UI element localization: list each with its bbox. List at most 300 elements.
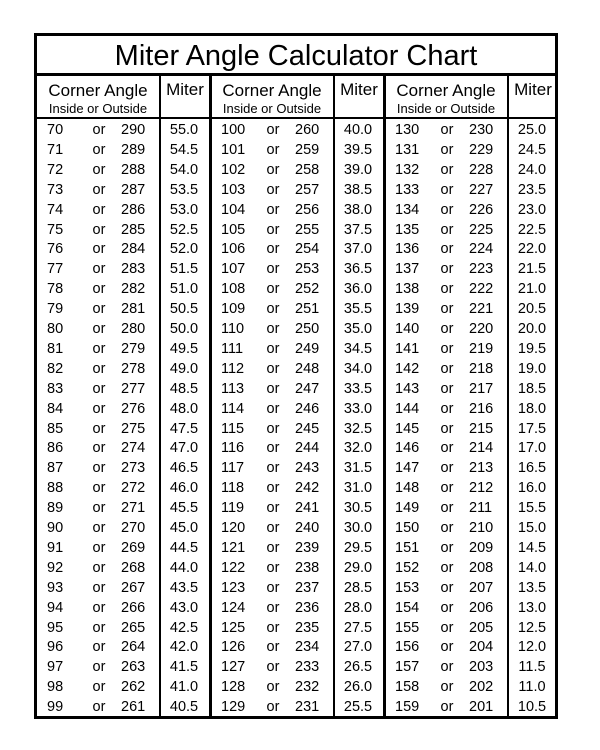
inside-angle: 147 <box>395 460 420 477</box>
outside-angle: 252 <box>295 281 320 298</box>
miter-value: 54.0 <box>169 161 199 178</box>
miter-value: 44.5 <box>169 539 199 556</box>
miter-value: 49.5 <box>169 340 199 357</box>
miter-value: 28.0 <box>343 599 373 616</box>
inside-angle: 76 <box>47 241 64 258</box>
or-word: or <box>266 301 280 318</box>
outside-angle: 202 <box>469 679 494 696</box>
or-word: or <box>92 360 106 377</box>
miter-value: 41.0 <box>169 679 199 696</box>
miter-value: 27.5 <box>343 619 373 636</box>
inside-outside-label: Inside or Outside <box>48 101 148 116</box>
or-word: or <box>92 539 106 556</box>
or-word: or <box>92 480 106 497</box>
header-divider <box>37 117 555 119</box>
outside-angle: 264 <box>121 639 146 656</box>
or-word: or <box>92 181 106 198</box>
outside-angle: 254 <box>295 241 320 258</box>
inside-angle: 104 <box>221 201 246 218</box>
miter-value: 55.0 <box>169 122 199 138</box>
miter-value: 14.5 <box>517 539 547 556</box>
outside-angle: 208 <box>469 559 494 576</box>
miter-value: 37.5 <box>343 221 373 238</box>
outside-angle: 265 <box>121 619 146 636</box>
miter-value: 35.0 <box>343 321 373 337</box>
outside-angle: 246 <box>295 400 320 417</box>
outside-angle: 214 <box>469 440 494 457</box>
inside-angle: 83 <box>47 380 64 397</box>
inside-angle: 98 <box>47 679 64 696</box>
or-word: or <box>440 579 454 596</box>
inside-angle: 130 <box>395 122 420 138</box>
inside-angle: 141 <box>395 340 420 357</box>
miter-value: 15.0 <box>517 520 547 536</box>
miter-value: 36.0 <box>343 281 373 298</box>
inside-angle: 114 <box>221 400 245 417</box>
miter-value: 17.5 <box>517 420 547 437</box>
inside-angle: 89 <box>47 500 64 517</box>
outside-angle: 278 <box>121 360 146 377</box>
inside-angle: 150 <box>395 520 420 536</box>
miter-value: 29.5 <box>343 539 373 556</box>
or-word: or <box>440 301 454 318</box>
miter-value: 48.5 <box>169 380 199 397</box>
miter-chart <box>34 33 558 719</box>
miter-value: 52.0 <box>169 241 199 258</box>
outside-angle: 211 <box>469 500 493 517</box>
miter-value: 34.5 <box>343 340 373 357</box>
miter-value: 38.0 <box>343 201 373 218</box>
or-word: or <box>440 340 454 357</box>
inside-angle: 151 <box>395 539 420 556</box>
miter-header: Miter <box>514 80 552 99</box>
outside-angle: 267 <box>121 579 146 596</box>
or-word: or <box>440 520 454 536</box>
miter-value: 21.0 <box>517 281 547 298</box>
inside-angle: 123 <box>221 579 246 596</box>
miter-value: 13.0 <box>517 599 547 616</box>
outside-angle: 215 <box>469 420 494 437</box>
or-word: or <box>440 360 454 377</box>
or-word: or <box>92 520 106 536</box>
corner-angle-label: Corner Angle <box>396 81 496 100</box>
outside-angle: 275 <box>121 420 146 437</box>
or-word: or <box>440 420 454 437</box>
inside-angle: 115 <box>221 420 245 437</box>
outside-angle: 250 <box>295 321 320 337</box>
or-word: or <box>266 241 280 258</box>
outside-angle: 206 <box>469 599 494 616</box>
outside-angle: 245 <box>295 420 320 437</box>
miter-value: 32.5 <box>343 420 373 437</box>
outside-angle: 207 <box>469 579 494 596</box>
outside-angle: 234 <box>295 639 320 656</box>
miter-value: 36.5 <box>343 261 373 278</box>
outside-angle: 283 <box>121 261 146 278</box>
outside-angle: 218 <box>469 360 494 377</box>
inside-angle: 74 <box>47 201 64 218</box>
inside-angle: 79 <box>47 301 64 318</box>
outside-angle: 253 <box>295 261 320 278</box>
outside-angle: 289 <box>121 141 146 158</box>
miter-value: 18.0 <box>517 400 547 417</box>
or-word: or <box>92 679 106 696</box>
or-word: or <box>92 420 106 437</box>
inside-angle: 118 <box>221 480 245 497</box>
inside-angle: 111 <box>221 340 244 357</box>
or-word: or <box>266 122 280 138</box>
inside-angle: 137 <box>395 261 420 278</box>
outside-angle: 223 <box>469 261 494 278</box>
inside-angle: 82 <box>47 360 64 377</box>
outside-angle: 282 <box>121 281 146 298</box>
inside-angle: 120 <box>221 520 246 536</box>
outside-angle: 203 <box>469 659 494 676</box>
inside-angle: 148 <box>395 480 420 497</box>
miter-value: 24.0 <box>517 161 547 178</box>
or-word: or <box>266 340 280 357</box>
miter-value: 51.0 <box>169 281 199 298</box>
outside-angle: 273 <box>121 460 146 477</box>
miter-value: 32.0 <box>343 440 373 457</box>
miter-value: 27.0 <box>343 639 373 656</box>
inside-angle: 131 <box>395 141 420 158</box>
outside-angle: 244 <box>295 440 320 457</box>
or-word: or <box>440 400 454 417</box>
inside-angle: 133 <box>395 181 420 198</box>
or-word: or <box>266 599 280 616</box>
miter-value: 26.0 <box>343 679 373 696</box>
outside-angle: 272 <box>121 480 146 497</box>
miter-value: 53.0 <box>169 201 199 218</box>
column-divider <box>209 76 212 716</box>
or-word: or <box>440 679 454 696</box>
or-word: or <box>92 400 106 417</box>
inside-angle: 75 <box>47 221 64 238</box>
or-word: or <box>440 261 454 278</box>
inside-angle: 71 <box>47 141 64 158</box>
or-word: or <box>440 221 454 238</box>
miter-value: 10.5 <box>517 699 547 716</box>
or-word: or <box>266 679 280 696</box>
outside-angle: 222 <box>469 281 494 298</box>
miter-value: 20.5 <box>517 301 547 318</box>
or-word: or <box>266 699 280 716</box>
miter-value: 28.5 <box>343 579 373 596</box>
inside-angle: 70 <box>47 122 64 138</box>
miter-value: 25.5 <box>343 699 373 716</box>
or-word: or <box>92 241 106 258</box>
miter-value: 45.5 <box>169 500 199 517</box>
outside-angle: 235 <box>295 619 320 636</box>
miter-value: 19.5 <box>517 340 547 357</box>
outside-angle: 204 <box>469 639 494 656</box>
or-word: or <box>440 699 454 716</box>
or-word: or <box>92 639 106 656</box>
or-word: or <box>266 161 280 178</box>
or-word: or <box>92 201 106 218</box>
miter-value: 33.0 <box>343 400 373 417</box>
or-word: or <box>440 181 454 198</box>
inside-angle: 105 <box>221 221 246 238</box>
miter-value: 11.5 <box>518 659 546 676</box>
inside-angle: 153 <box>395 579 420 596</box>
inside-angle: 81 <box>47 340 64 357</box>
inside-angle: 127 <box>221 659 246 676</box>
or-word: or <box>92 340 106 357</box>
miter-value: 47.0 <box>169 440 199 457</box>
outside-angle: 266 <box>121 599 146 616</box>
corner-angle-header <box>385 77 507 117</box>
miter-value: 18.5 <box>517 380 547 397</box>
inside-angle: 91 <box>47 539 64 556</box>
outside-angle: 239 <box>295 539 320 556</box>
outside-angle: 232 <box>295 679 320 696</box>
outside-angle: 210 <box>469 520 494 536</box>
outside-angle: 241 <box>295 500 320 517</box>
or-word: or <box>440 161 454 178</box>
inside-angle: 88 <box>47 480 64 497</box>
inside-angle: 107 <box>221 261 246 278</box>
or-word: or <box>266 181 280 198</box>
inside-angle: 134 <box>395 201 420 218</box>
inside-angle: 84 <box>47 400 64 417</box>
outside-angle: 209 <box>469 539 494 556</box>
or-word: or <box>440 460 454 477</box>
or-word: or <box>92 500 106 517</box>
inside-angle: 132 <box>395 161 420 178</box>
inside-angle: 102 <box>221 161 246 178</box>
or-word: or <box>266 539 280 556</box>
or-word: or <box>266 559 280 576</box>
inside-angle: 90 <box>47 520 64 536</box>
or-word: or <box>266 619 280 636</box>
outside-angle: 286 <box>121 201 146 218</box>
outside-angle: 201 <box>469 699 494 716</box>
corner-angle-header <box>211 77 333 117</box>
inside-angle: 154 <box>395 599 420 616</box>
or-word: or <box>266 261 280 278</box>
miter-value: 29.0 <box>343 559 373 576</box>
or-word: or <box>92 579 106 596</box>
miter-value: 24.5 <box>517 141 547 158</box>
outside-angle: 229 <box>469 141 494 158</box>
outside-angle: 270 <box>121 520 146 536</box>
or-word: or <box>266 281 280 298</box>
outside-angle: 261 <box>121 699 146 716</box>
inside-angle: 145 <box>395 420 420 437</box>
miter-value: 30.5 <box>343 500 373 517</box>
miter-value: 50.5 <box>169 301 199 318</box>
inside-angle: 108 <box>221 281 246 298</box>
miter-value: 19.0 <box>517 360 547 377</box>
miter-value: 13.5 <box>517 579 547 596</box>
inside-angle: 96 <box>47 639 64 656</box>
inside-angle: 139 <box>395 301 420 318</box>
miter-value: 22.0 <box>517 241 547 258</box>
inside-angle: 157 <box>395 659 420 676</box>
outside-angle: 274 <box>121 440 146 457</box>
or-word: or <box>92 122 106 138</box>
outside-angle: 263 <box>121 659 146 676</box>
inside-angle: 119 <box>221 500 245 517</box>
or-word: or <box>440 122 454 138</box>
inside-angle: 101 <box>221 141 246 158</box>
or-word: or <box>440 539 454 556</box>
outside-angle: 284 <box>121 241 146 258</box>
outside-angle: 243 <box>295 460 320 477</box>
or-word: or <box>266 440 280 457</box>
outside-angle: 280 <box>121 321 146 337</box>
miter-value: 46.0 <box>169 480 199 497</box>
or-word: or <box>92 321 106 337</box>
or-word: or <box>92 460 106 477</box>
outside-angle: 216 <box>469 400 494 417</box>
inside-angle: 99 <box>47 699 64 716</box>
column-divider <box>383 76 386 716</box>
outside-angle: 259 <box>295 141 320 158</box>
inside-angle: 126 <box>221 639 246 656</box>
miter-value: 43.5 <box>169 579 199 596</box>
outside-angle: 288 <box>121 161 146 178</box>
outside-angle: 260 <box>295 122 320 138</box>
miter-value: 41.5 <box>169 659 199 676</box>
or-word: or <box>92 281 106 298</box>
miter-value: 30.0 <box>343 520 373 536</box>
or-word: or <box>266 380 280 397</box>
inside-angle: 94 <box>47 599 64 616</box>
or-word: or <box>440 659 454 676</box>
or-word: or <box>440 440 454 457</box>
or-word: or <box>92 619 106 636</box>
miter-value: 34.0 <box>343 360 373 377</box>
inside-angle: 95 <box>47 619 64 636</box>
inside-angle: 144 <box>395 400 420 417</box>
outside-angle: 247 <box>295 380 320 397</box>
or-word: or <box>92 699 106 716</box>
miter-value: 49.0 <box>169 360 199 377</box>
outside-angle: 219 <box>469 340 494 357</box>
miter-value: 48.0 <box>169 400 199 417</box>
outside-angle: 230 <box>469 122 494 138</box>
or-word: or <box>92 380 106 397</box>
or-word: or <box>440 241 454 258</box>
or-word: or <box>266 460 280 477</box>
miter-value: 50.0 <box>169 321 199 337</box>
miter-value: 53.5 <box>169 181 199 198</box>
outside-angle: 238 <box>295 559 320 576</box>
miter-value: 51.5 <box>169 261 199 278</box>
or-word: or <box>266 420 280 437</box>
outside-angle: 205 <box>469 619 494 636</box>
miter-value: 22.5 <box>517 221 547 238</box>
miter-value: 20.0 <box>517 321 547 337</box>
miter-value: 15.5 <box>517 500 547 517</box>
or-word: or <box>266 141 280 158</box>
inside-angle: 135 <box>395 221 420 238</box>
corner-angle-header <box>37 77 159 117</box>
miter-value: 46.5 <box>169 460 199 477</box>
outside-angle: 285 <box>121 221 146 238</box>
outside-angle: 220 <box>469 321 494 337</box>
or-word: or <box>440 281 454 298</box>
miter-value: 44.0 <box>169 559 199 576</box>
miter-value: 11.0 <box>518 679 546 696</box>
or-word: or <box>266 201 280 218</box>
or-word: or <box>266 321 280 337</box>
inside-angle: 77 <box>47 261 64 278</box>
inside-angle: 87 <box>47 460 64 477</box>
outside-angle: 281 <box>121 301 146 318</box>
miter-value: 54.5 <box>169 141 199 158</box>
corner-angle-label: Corner Angle <box>222 81 322 100</box>
miter-value: 31.0 <box>343 480 373 497</box>
or-word: or <box>266 480 280 497</box>
miter-value: 52.5 <box>169 221 199 238</box>
miter-value: 39.0 <box>343 161 373 178</box>
chart-title: Miter Angle Calculator Chart <box>37 36 555 76</box>
inside-angle: 121 <box>221 539 246 556</box>
outside-angle: 287 <box>121 181 146 198</box>
inside-angle: 129 <box>221 699 246 716</box>
outside-angle: 255 <box>295 221 320 238</box>
or-word: or <box>440 201 454 218</box>
miter-value: 12.0 <box>517 639 547 656</box>
inside-angle: 113 <box>221 380 245 397</box>
or-word: or <box>92 141 106 158</box>
inside-angle: 158 <box>395 679 420 696</box>
outside-angle: 233 <box>295 659 320 676</box>
corner-angle-label: Corner Angle <box>48 81 148 100</box>
or-word: or <box>440 321 454 337</box>
outside-angle: 277 <box>121 380 146 397</box>
inside-angle: 117 <box>221 460 245 477</box>
or-word: or <box>92 261 106 278</box>
or-word: or <box>92 161 106 178</box>
inside-angle: 97 <box>47 659 64 676</box>
or-word: or <box>440 639 454 656</box>
outside-angle: 227 <box>469 181 494 198</box>
outside-angle: 258 <box>295 161 320 178</box>
or-word: or <box>266 579 280 596</box>
or-word: or <box>92 559 106 576</box>
miter-value: 45.0 <box>169 520 199 536</box>
inside-angle: 159 <box>395 699 420 716</box>
miter-value: 38.5 <box>343 181 373 198</box>
outside-angle: 268 <box>121 559 146 576</box>
outside-angle: 224 <box>469 241 494 258</box>
miter-value: 40.0 <box>343 122 373 138</box>
inside-angle: 122 <box>221 559 246 576</box>
or-word: or <box>92 301 106 318</box>
inside-angle: 155 <box>395 619 420 636</box>
inside-angle: 92 <box>47 559 64 576</box>
or-word: or <box>266 659 280 676</box>
miter-value: 16.5 <box>517 460 547 477</box>
inside-angle: 86 <box>47 440 64 457</box>
miter-value: 14.0 <box>517 559 547 576</box>
inside-angle: 124 <box>221 599 246 616</box>
miter-value: 39.5 <box>343 141 373 158</box>
or-word: or <box>266 500 280 517</box>
miter-value: 37.0 <box>343 241 373 258</box>
inside-angle: 100 <box>221 122 246 138</box>
inside-outside-label: Inside or Outside <box>396 101 496 116</box>
outside-angle: 249 <box>295 340 320 357</box>
miter-value: 12.5 <box>517 619 547 636</box>
miter-value: 23.0 <box>517 201 547 218</box>
miter-header: Miter <box>340 80 378 99</box>
